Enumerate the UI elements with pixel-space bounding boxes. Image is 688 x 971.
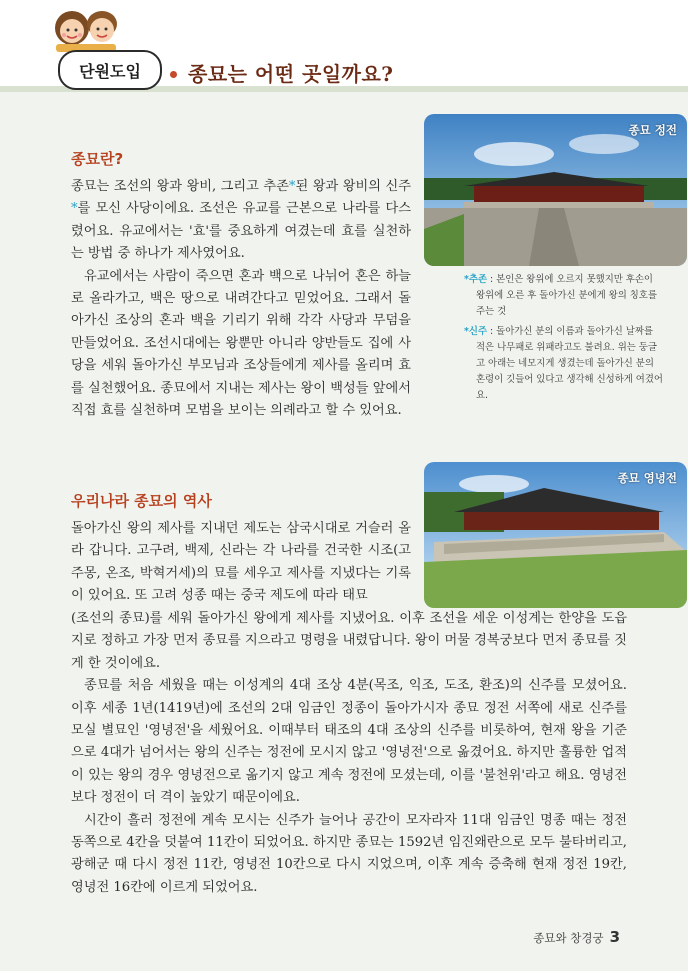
- photo-caption: 종묘 영녕전: [617, 471, 677, 485]
- title-bullet: [170, 71, 177, 78]
- page-title: 종묘는 어떤 곳일까요?: [188, 62, 394, 86]
- text-run: 된 왕과 왕비의 신주: [295, 179, 411, 194]
- jongmyo-yeongnyeongjeon-photo: [424, 462, 687, 608]
- paragraph: 돌아가신 왕의 제사를 지내던 제도는 삼국시대로 거슬러 올라 갑니다. 고구려, 백제, 신라는 각 나라를 건국한 시조(고주몽, 온조, 박혁거세)의 묘를 세우고 제사를 지냈다는 기록이 있어요. 또 고려 성종 때는 중국 제도에 따라 태묘: [71, 521, 411, 604]
- section1-body: [71, 176, 411, 422]
- glossary-term: *신주: [464, 326, 488, 337]
- asterisk-mark: *: [71, 201, 78, 217]
- page-number: 3: [609, 928, 620, 946]
- glossary-entry: [464, 272, 664, 320]
- children-illustration-icon: [50, 6, 122, 52]
- glossary-notes: [464, 272, 664, 408]
- section2-body-wide: [71, 608, 627, 899]
- glossary-definition: : 본인은 왕위에 오르지 못했지만 후손이 왕위에 오른 후 돌아가신 분에게 왕의 칭호를 주는 것: [476, 274, 657, 317]
- glossary-term: *추존: [464, 274, 488, 285]
- section2-body-narrow: [71, 518, 411, 608]
- text-run: 를 모신 사당이에요. 조선은 유교를 근본으로 나라를 다스렸어요. 유교에서는 '효'를 중요하게 여겼는데 효를 실천하는 방법 중 하나가 제사였어요.: [71, 201, 411, 262]
- section-heading-history: 우리나라 종묘의 역사: [71, 492, 212, 510]
- paragraph: 시간이 흘러 정전에 계속 모시는 신주가 늘어나 공간이 모자라자 11대 임금인 명종 때는 정전 동쪽으로 4칸을 덧붙여 11칸이 되었어요. 하지만 종묘는 1592년 임진왜란으로 모두 불타버리고, 광해군 때 다시 정전 11칸, 영녕전 10칸으로 다시 지었으며, 이후 계속 증축해 현재 정전 19칸, 영녕전 16칸에 이르게 되었어요.: [71, 812, 627, 895]
- page-footer: [533, 928, 620, 946]
- paragraph: (조선의 종묘)를 세워 돌아가신 왕에게 제사를 지냈어요. 이후 조선을 세운 이성계는 한양을 도읍지로 정하고 가장 먼저 종묘를 지으라고 명령을 내렸답니다. 왕이 머물 경복궁보다 먼저 종묘를 짓게 한 것이에요.: [71, 611, 627, 671]
- text-run: 종묘는 조선의 왕과 왕비, 그리고 추존: [71, 179, 289, 194]
- glossary-definition: : 돌아가신 분의 이름과 돌아가신 날짜를 적은 나무패로 위패라고도 불려요. 위는 둥글고 아래는 네모지게 생겼는데 돌아가신 분의 혼령이 깃들어 있다고 생각해 신성하게 여겼어요.: [476, 326, 663, 401]
- glossary-entry: [464, 324, 664, 404]
- section-heading-what-is-jongmyo: 종묘란?: [71, 150, 124, 168]
- paragraph: 유교에서는 사람이 죽으면 혼과 백으로 나뉘어 혼은 하늘로 올라가고, 백은 땅으로 내려간다고 믿었어요. 그래서 돌아가신 조상의 혼과 백을 기리기 위해 각각 사당과 무덤을 만들었어요. 조선시대에는 왕뿐만 아니라 양반들도 집에 사당을 세워 돌아가신 부모님과 조상들에게 제사를 올리며 효를 실천했어요. 종묘에서 지내는 제사는 왕이 백성들 앞에서 직접 효를 실천하며 모범을 보이는 의례라고 할 수 있어요.: [71, 268, 411, 419]
- book-title: 종묘와 창경궁: [533, 931, 604, 945]
- jongmyo-jeongjeon-photo: [424, 114, 687, 266]
- paragraph: 종묘를 처음 세웠을 때는 이성계의 4대 조상 4분(목조, 익조, 도조, 환조)의 신주를 모셨어요. 이후 세종 1년(1419년)에 조선의 2대 임금인 정종이 돌아가시자 종묘 정전 서쪽에 새로 신주를 모실 별묘인 '영녕전'을 세웠어요. 이때부터 태조의 4대 조상의 신주를 비롯하여, 현재 왕을 기준으로 4대가 넘어서는 왕의 신주는 정전에 모시지 않고 '영녕전'으로 옮겼어요. 하지만 훌륭한 업적이 있는 왕의 경우 영녕전으로 옮기지 않고 계속 정전에 모셨는데, 이를 '불천위'라고 해요. 영녕전보다 정전이 더 격이 높았기 때문이에요.: [71, 678, 627, 806]
- photo-caption: 종묘 정전: [628, 123, 677, 137]
- unit-tab: 단원도입: [58, 50, 162, 90]
- asterisk-mark: *: [288, 179, 296, 194]
